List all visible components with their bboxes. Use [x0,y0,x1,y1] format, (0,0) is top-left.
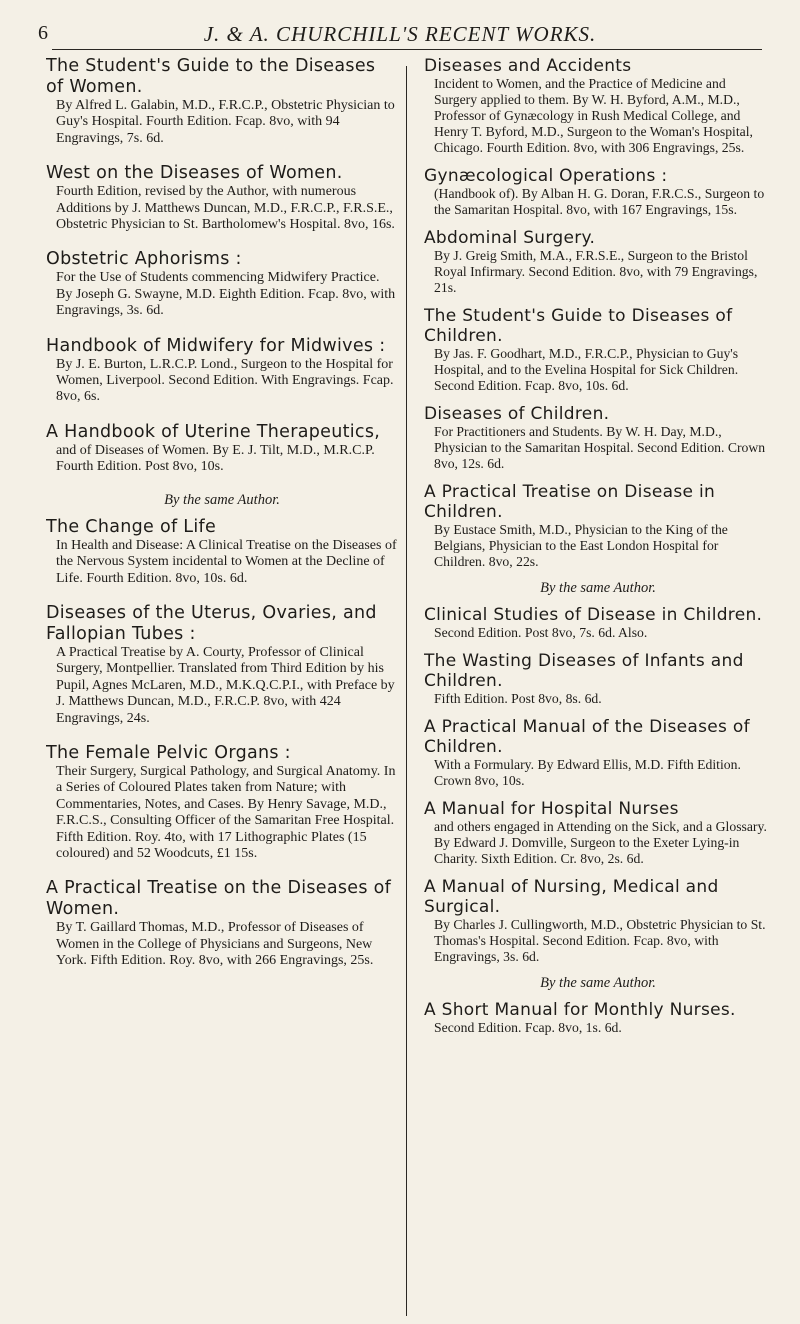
book-entry [424,717,772,789]
book-title: The Student's Guide to Diseases of Children. [424,306,733,346]
book-title: A Practical Treatise on the Diseases of Women. [46,878,392,920]
book-entry [46,603,398,727]
book-description: By Jas. F. Goodhart, M.D., F.R.C.P., Physician to Guy's Hospital, and to the Evelina Hospital for Sick Children. Second Edition. Fcap. 8vo, 10s. 6d. [434,346,739,393]
page-header [0,22,800,52]
book-title: The Student's Guide to the Diseases of Women. [46,56,376,97]
book-description: Fourth Edition, revised by the Author, with numerous Additions by J. Matthews Duncan, M.D., F.R.C.P., F.R.S.E., Obstetric Physician to St. Bartholomew's Hospital. 8vo, 16s. [56,184,395,233]
book-entry [46,163,398,233]
book-entry [46,249,398,319]
book-title: Gynæcological Operations : [424,166,668,186]
book-title: Diseases and Accidents [424,56,632,76]
book-entry [424,228,772,296]
book-description: For the Use of Students commencing Midwifery Practice. By Joseph G. Swayne, M.D. Eighth Edition. Fcap. 8vo, with Engravings, 3s. 6d. [56,270,396,319]
book-title: A Handbook of Uterine Therapeutics, [46,421,381,442]
book-description: With a Formulary. By Edward Ellis, M.D. Fifth Edition. Crown 8vo, 10s. [434,757,741,788]
left-column [46,56,398,1306]
book-entry [424,651,772,707]
book-entry [424,877,772,965]
book-title: West on the Diseases of Women. [46,163,343,184]
column-divider [406,66,407,1316]
byline-same-author: By the same Author. [164,491,280,508]
book-description: By T. Gaillard Thomas, M.D., Professor of Diseases of Women in the College of Physicians and Surgeons, New York. Fifth Edition. Roy. 8vo, with 266 Engravings, 25s. [56,920,374,969]
book-entry [46,878,398,969]
page-number: 6 [38,22,48,44]
book-entry [424,1000,772,1036]
book-description: A Practical Treatise by A. Courty, Professor of Clinical Surgery, Montpellier. Translated from Third Edition by his Pupil, Agnes McLaren, M.D., M.K.Q.C.P.I., with Preface by J. Matthews Duncan, M.D., F.R.C.P. 8vo, with 424 Engravings, 24s. [56,644,395,726]
book-entry [424,56,772,156]
book-description: By J. Greig Smith, M.A., F.R.S.E., Surgeon to the Bristol Royal Infirmary. Second Edition. 8vo, with 79 Engravings, 21s. [434,248,758,295]
running-title: J. & A. CHURCHILL'S RECENT WORKS. [203,22,597,46]
byline-same-author: By the same Author. [540,975,656,991]
book-description: For Practitioners and Students. By W. H. Day, M.D., Physician to the Samaritan Hospital. Second Edition. Crown 8vo, 12s. 6d. [434,424,766,471]
book-title: Handbook of Midwifery for Midwives : [46,335,386,356]
header-rule [52,49,762,50]
book-entry [46,422,398,476]
book-title: The Female Pelvic Organs : [46,742,291,763]
book-description: and of Diseases of Women. By E. J. Tilt, M.D., M.R.C.P. Fourth Edition. Post 8vo, 10s. [56,442,375,475]
book-title: Obstetric Aphorisms : [46,249,242,270]
book-description: Their Surgery, Surgical Pathology, and Surgical Anatomy. In a Series of Coloured Plates taken from Nature; with Commentaries, Notes, and Cases. By Henry Savage, M.D., F.R.C.S., Consulting Officer of the Samaritan Free Hospital. Fifth Edition. Roy. 4to, with 17 Lithographic Plates (15 coloured) and 52 Woodcuts, £1 15s. [56,763,396,861]
book-description: By Charles J. Cullingworth, M.D., Obstetric Physician to St. Thomas's Hospital. Second Edition. Fcap. 8vo, with Engravings, 3s. 6d. [434,917,766,964]
book-title: The Wasting Diseases of Infants and Children. [424,651,744,691]
book-description: Incident to Women, and the Practice of Medicine and Surgery applied to them. By W. H. Byford, A.M., M.D., Professor of Gynæcology in Rush Medical College, and Henry T. Byford, M.D., Surgeon to the Woman's Hospital, Chicago. Fourth Edition. 8vo, with 306 Engravings, 25s. [434,76,753,155]
book-description: and others engaged in Attending on the Sick, and a Glossary. By Edward J. Domville, Surgeon to the Exeter Lying-in Charity. Sixth Edition. Cr. 8vo, 2s. 6d. [434,819,767,866]
book-entry [424,166,772,218]
book-title: A Manual for Hospital Nurses [424,799,679,819]
book-title: Diseases of Children. [424,404,610,424]
book-description: In Health and Disease: A Clinical Treatise on the Diseases of the Nervous System incidental to Women at the Decline of Life. Fourth Edition. 8vo, 10s. 6d. [56,537,397,586]
book-entry [424,404,772,472]
book-entry [46,743,398,862]
book-entry [424,799,772,867]
right-column [424,56,772,1306]
book-description: (Handbook of). By Alban H. G. Doran, F.R.C.S., Surgeon to the Samaritan Hospital. 8vo, with 167 Engravings, 15s. [434,186,765,217]
book-title: A Short Manual for Monthly Nurses. [424,1000,736,1020]
book-description: Second Edition. Post 8vo, 7s. 6d. Also. [434,625,648,640]
book-description: Fifth Edition. Post 8vo, 8s. 6d. [434,691,602,706]
book-description: Second Edition. Fcap. 8vo, 1s. 6d. [434,1020,622,1035]
book-title: Abdominal Surgery. [424,228,596,248]
book-entry [424,306,772,394]
book-entry [46,517,398,587]
book-entry [424,482,772,570]
book-title: Diseases of the Uterus, Ovaries, and Fallopian Tubes : [46,602,377,644]
book-entry [424,605,772,641]
book-title: Clinical Studies of Disease in Children. [424,605,763,625]
book-description: By Alfred L. Galabin, M.D., F.R.C.P., Obstetric Physician to Guy's Hospital. Fourth Edition. Fcap. 8vo, with 94 Engravings, 7s. 6d. [56,98,395,146]
book-description: By Eustace Smith, M.D., Physician to the King of the Belgians, Physician to the East London Hospital for Children. 8vo, 22s. [434,522,728,569]
book-title: A Practical Treatise on Disease in Children. [424,482,716,522]
book-entry [46,336,398,406]
book-description: By J. E. Burton, L.R.C.P. Lond., Surgeon to the Hospital for Women, Liverpool. Second Edition. With Engravings. Fcap. 8vo, 6s. [56,356,394,405]
book-title: A Manual of Nursing, Medical and Surgical. [424,877,719,917]
book-title: The Change of Life [46,516,217,537]
byline-same-author: By the same Author. [540,580,656,596]
book-entry [46,56,398,147]
book-title: A Practical Manual of the Diseases of Children. [424,717,750,757]
